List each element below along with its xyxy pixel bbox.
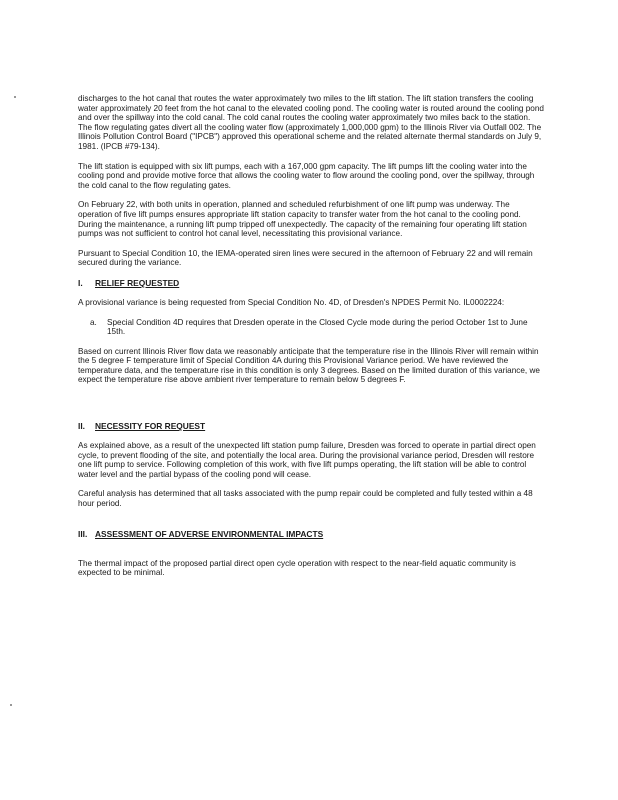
section-number: II. (78, 421, 85, 432)
paragraph-cooling-water-route: discharges to the hot canal that routes the water approximately two miles to the lift station. The lift station transfers the cooling water approximately 20 feet from the hot canal to the elevated cooling pond. The cooling water is routed around the cooling pond and over the spillway into the cold canal. The cold canal routes the cooling water approximately two miles back to the station. The flow regulating gates divert all the cooling water flow (approximately 1,000,000 gpm) to the Illinois River via Outfall 002. The Illinois Pollution Control Board ("IPCB") approved this operational scheme and the related alternate thermal standards on July 9, 1981. (IPCB #79-134). (78, 94, 544, 151)
section-heading-necessity (78, 421, 546, 431)
paragraph-pump-failure: On February 22, with both units in operation, planned and scheduled refurbishment of one lift pump was underway. The operation of five lift pumps ensures appropriate lift station capacity to transfer water from the hot canal to the cooling pond. During the maintenance, a running lift pump tripped off unexpectedly. The capacity of the remaining four operating lift station pumps was not sufficient to control hot canal level, necessitating this provisional variance. (78, 200, 527, 239)
paragraph-variance-request: A provisional variance is being requested from Special Condition No. 4D, of Dresden's NPDES Permit No. IL0002224: (78, 297, 505, 307)
paragraph-analysis: Careful analysis has determined that all tasks associated with the pump repair could be completed and fully tested within a 48 hour period. (78, 489, 533, 509)
section-title: ASSESSMENT OF ADVERSE ENVIRONMENTAL IMPACTS (95, 528, 324, 539)
paragraph-thermal-impact: The thermal impact of the proposed partial direct open cycle operation with respect to the near-field aquatic community is expected to be minimal. (78, 558, 516, 578)
list-bullet: a. (90, 317, 97, 327)
section-number: III. (78, 528, 88, 539)
list-item-text: Special Condition 4D requires that Dresden operate in the Closed Cycle mode during the period October 1st to June 15th. (107, 317, 528, 337)
scan-speck (10, 704, 12, 706)
paragraph-open-cycle: As explained above, as a result of the unexpected lift station pump failure, Dresden was forced to operate in partial direct open cycle, to prevent flooding of the site, and potentially the local area. During the provisional variance period, Dresden will restore one lift pump to service. Following completion of this work, with five lift pumps operating, the lift station will be able to control water level and the partial bypass of the cooling pond will cease. (78, 441, 536, 479)
section-number: I. (78, 277, 83, 288)
list-item (78, 318, 546, 337)
section-title: RELIEF REQUESTED (95, 277, 180, 288)
document-body (78, 94, 546, 578)
paragraph-river-temperature: Based on current Illinois River flow data we reasonably anticipate that the temperature rise in the Illinois River will remain within the 5 degree F temperature limit of Special Condition 4A during this Provisional Variance period. We have reviewed the temperature data, and the temperature rise in this condition is only 3 degrees. Based on the limited duration of this variance, we expect the temperature rise above ambient river temperature to remain below 5 degrees F. (78, 346, 540, 385)
paragraph-lift-station: The lift station is equipped with six lift pumps, each with a 167,000 gpm capacity. The lift pumps lift the cooling water into the cooling pond and provide motive force that allows the cooling water to flow around the cooling pond, over the spillway, through the cold canal to the flow regulating gates. (78, 161, 535, 190)
section-title: NECESSITY FOR REQUEST (95, 421, 206, 432)
section-heading-relief-requested (78, 278, 546, 288)
paragraph-siren-lines: Pursuant to Special Condition 10, the IEMA-operated siren lines were secured in the afternoon of February 22 and will remain secured during the variance. (78, 248, 533, 268)
scan-speck (14, 96, 16, 98)
section-heading-environmental-impacts (78, 529, 546, 539)
